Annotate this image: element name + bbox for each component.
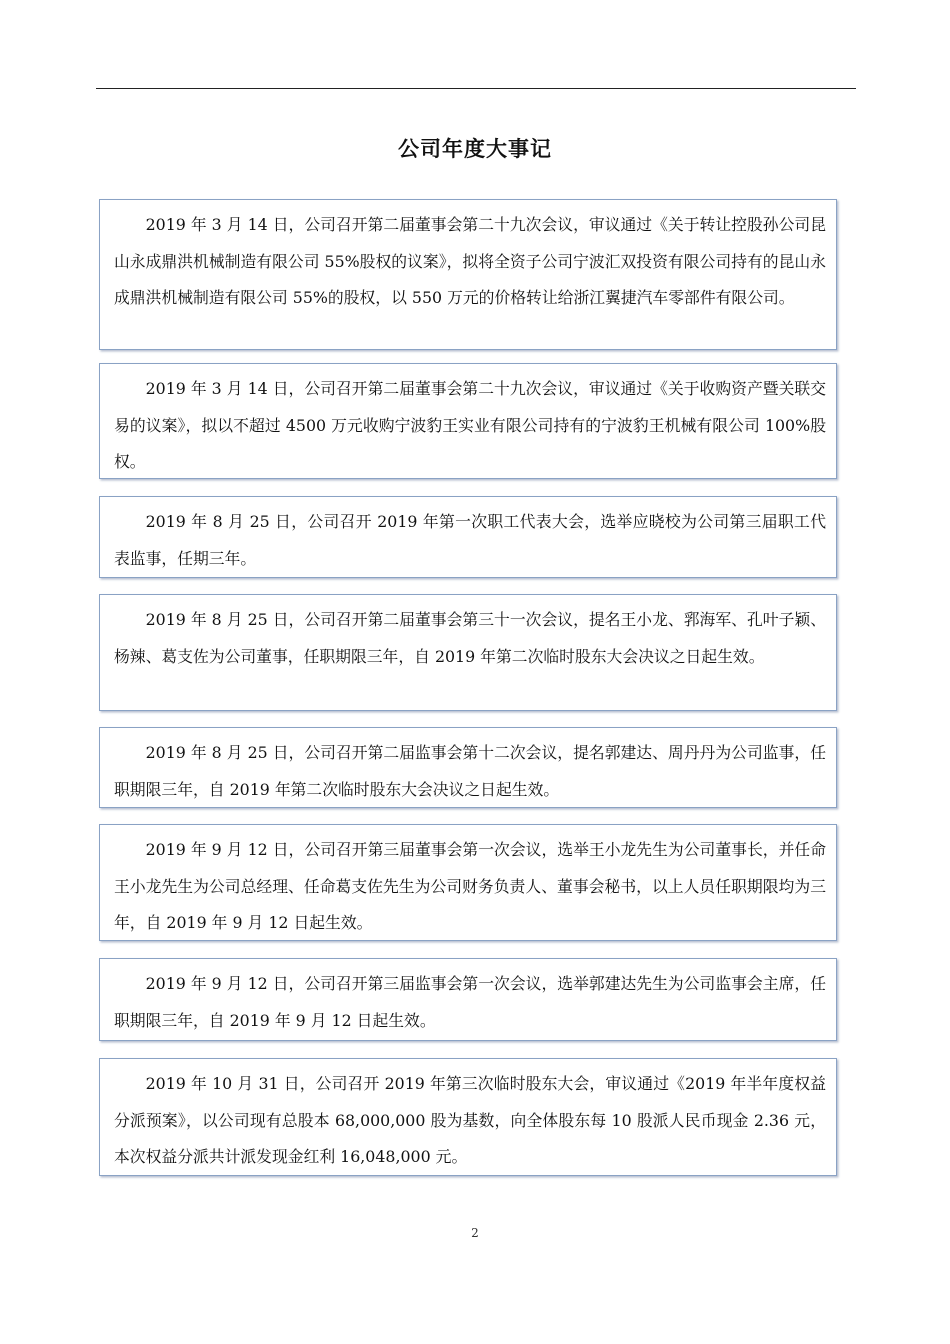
event-item: 2019 年 9 月 12 日，公司召开第三届董事会第一次会议，选举王小龙先生为公司董事长，并任命王小龙先生为公司总经理、任命葛支佐先生为公司财务负责人、董事会秘书，以上人员任职期限均为三年，自 2019 年 9 月 12 日起生效。 bbox=[99, 824, 837, 941]
event-item: 2019 年 8 月 25 日，公司召开第二届董事会第三十一次会议，提名王小龙、郛海军、孔叶子颖、杨辣、葛支佐为公司董事，任职期限三年，自 2019 年第二次临时股东大会决议之日起生效。 bbox=[99, 594, 837, 711]
event-item: 2019 年 3 月 14 日，公司召开第二届董事会第二十九次会议，审议通过《关于收购资产暨关联交易的议案》，拟以不超过 4500 万元收购宁波豹王实业有限公司持有的宁波豹王机械有限公司 100%股权。 bbox=[99, 363, 837, 479]
event-item: 2019 年 9 月 12 日，公司召开第三届监事会第一次会议，选举郭建达先生为公司监事会主席，任职期限三年，自 2019 年 9 月 12 日起生效。 bbox=[99, 958, 837, 1041]
page-number: 2 bbox=[471, 1226, 479, 1240]
event-item: 2019 年 10 月 31 日，公司召开 2019 年第三次临时股东大会，审议通过《2019 年半年度权益分派预案》，以公司现有总股本 68,000,000 股为基数，向全体股东每 10 股派人民币现金 2.36 元，本次权益分派共计派发现金红利 16,048,000 元。 bbox=[99, 1058, 837, 1176]
page-title: 公司年度大事记 bbox=[398, 137, 552, 161]
event-item: 2019 年 8 月 25 日，公司召开第二届监事会第十二次会议，提名郭建达、周丹丹为公司监事，任职期限三年，自 2019 年第二次临时股东大会决议之日起生效。 bbox=[99, 727, 837, 808]
event-item: 2019 年 8 月 25 日，公司召开 2019 年第一次职工代表大会，选举应晓校为公司第三届职工代表监事，任期三年。 bbox=[99, 496, 837, 578]
event-item: 2019 年 3 月 14 日，公司召开第二届董事会第二十九次会议，审议通过《关于转让控股孙公司昆山永成鼎洪机械制造有限公司 55%股权的议案》，拟将全资子公司宁波汇双投资有限公司持有的昆山永成鼎洪机械制造有限公司 55%的股权，以 550 万元的价格转让给浙江翼捷汽车零部件有限公司。 bbox=[99, 199, 837, 350]
